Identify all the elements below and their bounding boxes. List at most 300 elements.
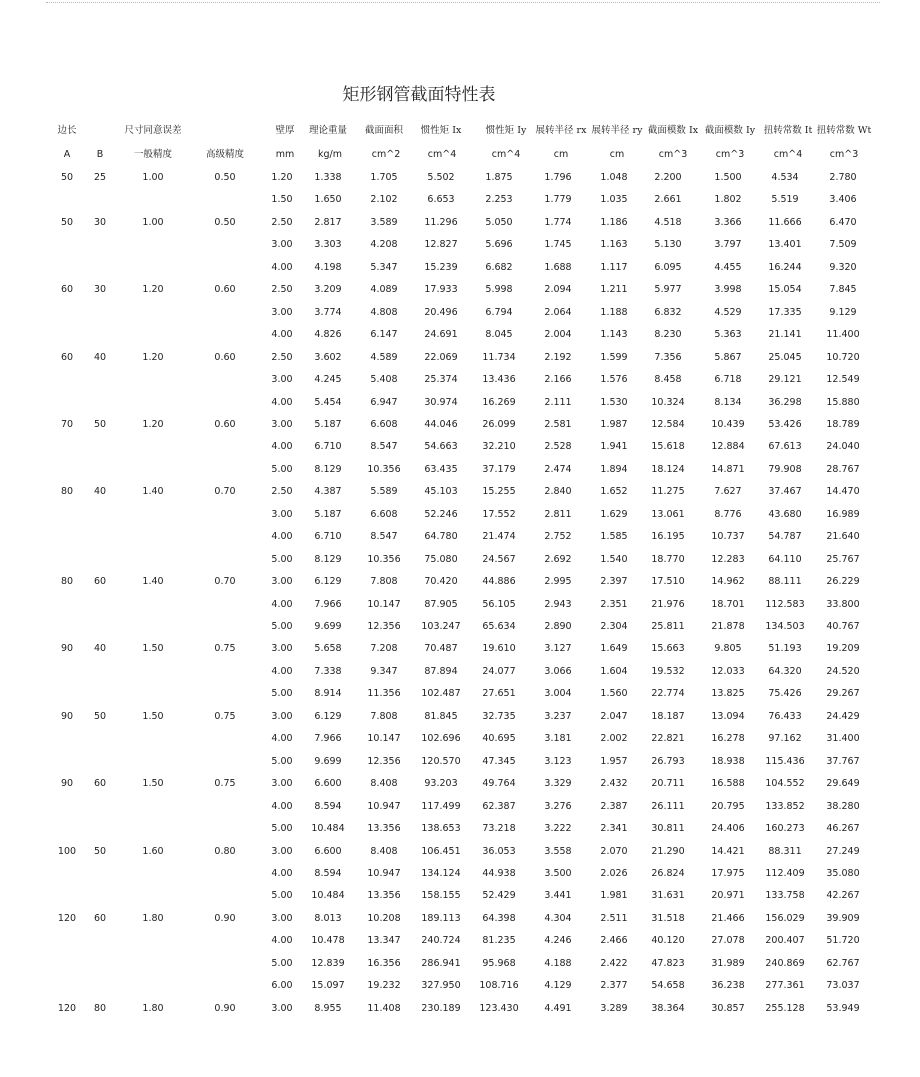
- cell-it: 29.121: [768, 374, 802, 385]
- cell-rx: 2.943: [544, 599, 572, 610]
- cell-normal-precision: 1.50: [142, 711, 164, 722]
- cell-thickness: 4.00: [271, 531, 293, 542]
- header-torsion-it: 扭转常数 It: [763, 125, 813, 136]
- cell-thickness: 4.00: [271, 262, 293, 273]
- top-dotted-rule: [46, 2, 880, 3]
- cell-thickness: 1.50: [271, 194, 293, 205]
- cell-iy: 32.735: [482, 711, 516, 722]
- cell-thickness: 3.00: [271, 778, 293, 789]
- cell-a: 90: [60, 778, 74, 789]
- cell-rx: 2.581: [544, 419, 572, 430]
- cell-thickness: 4.00: [271, 801, 293, 812]
- cell-zy: 5.867: [714, 352, 742, 363]
- cell-rx: 4.304: [544, 913, 572, 924]
- cell-zx: 15.618: [651, 441, 685, 452]
- cell-high-precision: 0.70: [214, 486, 236, 497]
- cell-zx: 18.124: [651, 464, 685, 475]
- cell-zx: 7.356: [654, 352, 682, 363]
- cell-zx: 8.458: [654, 374, 682, 385]
- cell-area: 19.232: [367, 980, 401, 991]
- cell-iy: 24.567: [482, 554, 516, 565]
- cell-area: 8.547: [370, 441, 398, 452]
- cell-wt: 29.267: [826, 688, 860, 699]
- cell-area: 10.208: [367, 913, 401, 924]
- cell-iy: 62.387: [482, 801, 516, 812]
- cell-zx: 21.290: [651, 846, 685, 857]
- header-modulus-iy: 截面模数 Iy: [704, 125, 756, 136]
- cell-rx: 1.774: [544, 217, 572, 228]
- cell-wt: 29.649: [826, 778, 860, 789]
- cell-ry: 1.629: [600, 509, 628, 520]
- cell-normal-precision: 1.00: [142, 172, 164, 183]
- cell-zx: 5.977: [654, 284, 682, 295]
- cell-ix: 64.780: [424, 531, 458, 542]
- cell-area: 10.147: [367, 599, 401, 610]
- cell-a: 80: [60, 486, 74, 497]
- cell-wt: 18.789: [826, 419, 860, 430]
- cell-it: 88.311: [768, 846, 802, 857]
- cell-wt: 51.720: [826, 935, 860, 946]
- cell-a: 120: [57, 913, 77, 924]
- cell-a: 50: [60, 172, 74, 183]
- cell-high-precision: 0.60: [214, 419, 236, 430]
- cell-weight: 6.600: [314, 846, 342, 857]
- unit-cm3-iy: cm^3: [715, 149, 745, 160]
- cell-ry: 2.047: [600, 711, 628, 722]
- cell-weight: 9.699: [314, 756, 342, 767]
- cell-zy: 1.802: [714, 194, 742, 205]
- unit-mm: mm: [275, 149, 295, 160]
- cell-ix: 52.246: [424, 509, 458, 520]
- cell-high-precision: 0.50: [214, 172, 236, 183]
- cell-ix: 106.451: [421, 846, 461, 857]
- cell-weight: 3.209: [314, 284, 342, 295]
- unit-cm4-ix: cm^4: [427, 149, 457, 160]
- cell-iy: 64.398: [482, 913, 516, 924]
- cell-ix: 117.499: [421, 801, 461, 812]
- cell-rx: 3.004: [544, 688, 572, 699]
- cell-thickness: 3.00: [271, 711, 293, 722]
- cell-thickness: 3.00: [271, 307, 293, 318]
- cell-it: 36.298: [768, 397, 802, 408]
- cell-ix: 30.974: [424, 397, 458, 408]
- cell-rx: 2.995: [544, 576, 572, 587]
- cell-ry: 2.304: [600, 621, 628, 632]
- cell-ry: 1.941: [600, 441, 628, 452]
- cell-zy: 13.094: [711, 711, 745, 722]
- cell-normal-precision: 1.40: [142, 576, 164, 587]
- cell-zy: 10.439: [711, 419, 745, 430]
- cell-ry: 1.576: [600, 374, 628, 385]
- cell-ry: 1.652: [600, 486, 628, 497]
- cell-zx: 2.661: [654, 194, 682, 205]
- cell-wt: 53.949: [826, 1003, 860, 1014]
- cell-ry: 1.211: [600, 284, 628, 295]
- cell-ry: 1.530: [600, 397, 628, 408]
- cell-thickness: 3.00: [271, 374, 293, 385]
- cell-ix: 5.502: [427, 172, 455, 183]
- cell-b: 30: [93, 284, 107, 295]
- cell-area: 6.947: [370, 397, 398, 408]
- cell-normal-precision: 1.20: [142, 352, 164, 363]
- cell-rx: 3.237: [544, 711, 572, 722]
- cell-high-precision: 0.70: [214, 576, 236, 587]
- cell-weight: 8.013: [314, 913, 342, 924]
- cell-it: 160.273: [765, 823, 805, 834]
- header-theoretical-weight: 理论重量: [308, 125, 348, 136]
- cell-high-precision: 0.60: [214, 284, 236, 295]
- cell-area: 8.547: [370, 531, 398, 542]
- cell-iy: 81.235: [482, 935, 516, 946]
- cell-weight: 8.129: [314, 464, 342, 475]
- cell-rx: 1.779: [544, 194, 572, 205]
- cell-area: 6.608: [370, 419, 398, 430]
- cell-weight: 4.198: [314, 262, 342, 273]
- cell-normal-precision: 1.60: [142, 846, 164, 857]
- cell-it: 37.467: [768, 486, 802, 497]
- cell-area: 8.408: [370, 778, 398, 789]
- cell-rx: 3.276: [544, 801, 572, 812]
- cell-iy: 2.253: [485, 194, 513, 205]
- cell-thickness: 4.00: [271, 935, 293, 946]
- cell-weight: 12.839: [311, 958, 345, 969]
- cell-it: 16.244: [768, 262, 802, 273]
- cell-area: 7.808: [370, 711, 398, 722]
- cell-it: 79.908: [768, 464, 802, 475]
- cell-zy: 8.776: [714, 509, 742, 520]
- cell-zy: 3.366: [714, 217, 742, 228]
- cell-ry: 2.341: [600, 823, 628, 834]
- cell-rx: 4.188: [544, 958, 572, 969]
- cell-it: 156.029: [765, 913, 805, 924]
- cell-normal-precision: 1.00: [142, 217, 164, 228]
- cell-zy: 1.500: [714, 172, 742, 183]
- cell-ry: 1.186: [600, 217, 628, 228]
- cell-thickness: 5.00: [271, 688, 293, 699]
- unit-cm4-iy: cm^4: [491, 149, 521, 160]
- cell-zy: 13.825: [711, 688, 745, 699]
- cell-thickness: 4.00: [271, 397, 293, 408]
- cell-thickness: 5.00: [271, 823, 293, 834]
- cell-weight: 5.187: [314, 509, 342, 520]
- cell-it: 134.503: [765, 621, 805, 632]
- cell-rx: 3.181: [544, 733, 572, 744]
- unit-cm3-ix: cm^3: [658, 149, 688, 160]
- cell-ry: 2.422: [600, 958, 628, 969]
- header-section-area: 截面面积: [364, 125, 404, 136]
- cell-zx: 10.324: [651, 397, 685, 408]
- cell-high-precision: 0.50: [214, 217, 236, 228]
- cell-it: 255.128: [765, 1003, 805, 1014]
- cell-iy: 32.210: [482, 441, 516, 452]
- cell-weight: 8.594: [314, 868, 342, 879]
- header-inertia-iy: 惯性矩 Iy: [485, 125, 527, 136]
- cell-zy: 14.871: [711, 464, 745, 475]
- cell-thickness: 3.00: [271, 643, 293, 654]
- cell-zx: 17.510: [651, 576, 685, 587]
- cell-zx: 26.793: [651, 756, 685, 767]
- cell-b: 60: [93, 913, 107, 924]
- cell-wt: 39.909: [826, 913, 860, 924]
- cell-zy: 27.078: [711, 935, 745, 946]
- cell-iy: 1.875: [485, 172, 513, 183]
- cell-area: 10.947: [367, 801, 401, 812]
- cell-wt: 24.520: [826, 666, 860, 677]
- cell-area: 10.147: [367, 733, 401, 744]
- cell-wt: 11.400: [826, 329, 860, 340]
- cell-ix: 120.570: [421, 756, 461, 767]
- cell-ry: 1.599: [600, 352, 628, 363]
- cell-zy: 10.737: [711, 531, 745, 542]
- cell-rx: 3.066: [544, 666, 572, 677]
- cell-weight: 8.914: [314, 688, 342, 699]
- cell-rx: 2.474: [544, 464, 572, 475]
- cell-area: 12.356: [367, 756, 401, 767]
- cell-weight: 3.602: [314, 352, 342, 363]
- cell-zx: 25.811: [651, 621, 685, 632]
- cell-rx: 2.811: [544, 509, 572, 520]
- cell-wt: 28.767: [826, 464, 860, 475]
- cell-high-precision: 0.90: [214, 1003, 236, 1014]
- unit-cm-rx: cm: [553, 149, 569, 160]
- cell-normal-precision: 1.50: [142, 778, 164, 789]
- cell-iy: 108.716: [479, 980, 519, 991]
- cell-wt: 7.509: [829, 239, 857, 250]
- cell-wt: 73.037: [826, 980, 860, 991]
- cell-zx: 40.120: [651, 935, 685, 946]
- cell-area: 4.808: [370, 307, 398, 318]
- cell-ix: 6.653: [427, 194, 455, 205]
- cell-zx: 18.187: [651, 711, 685, 722]
- cell-ry: 2.002: [600, 733, 628, 744]
- cell-zx: 8.230: [654, 329, 682, 340]
- cell-thickness: 4.00: [271, 733, 293, 744]
- cell-thickness: 4.00: [271, 441, 293, 452]
- cell-wt: 31.400: [826, 733, 860, 744]
- header-inertia-ix: 惯性矩 Ix: [420, 125, 462, 136]
- cell-zx: 15.663: [651, 643, 685, 654]
- unit-a: A: [63, 149, 71, 160]
- cell-zy: 3.797: [714, 239, 742, 250]
- cell-iy: 19.610: [482, 643, 516, 654]
- cell-iy: 65.634: [482, 621, 516, 632]
- cell-it: 112.409: [765, 868, 805, 879]
- cell-ix: 81.845: [424, 711, 458, 722]
- cell-weight: 10.484: [311, 823, 345, 834]
- cell-it: 54.787: [768, 531, 802, 542]
- cell-zy: 9.805: [714, 643, 742, 654]
- cell-weight: 1.338: [314, 172, 342, 183]
- cell-b: 40: [93, 486, 107, 497]
- cell-zy: 21.466: [711, 913, 745, 924]
- cell-rx: 2.166: [544, 374, 572, 385]
- cell-it: 240.869: [765, 958, 805, 969]
- cell-it: 277.361: [765, 980, 805, 991]
- cell-thickness: 3.00: [271, 576, 293, 587]
- cell-b: 50: [93, 846, 107, 857]
- cell-rx: 2.692: [544, 554, 572, 565]
- cell-a: 90: [60, 643, 74, 654]
- cell-weight: 4.387: [314, 486, 342, 497]
- cell-zx: 11.275: [651, 486, 685, 497]
- cell-thickness: 5.00: [271, 890, 293, 901]
- cell-weight: 9.699: [314, 621, 342, 632]
- cell-zy: 12.283: [711, 554, 745, 565]
- cell-iy: 5.696: [485, 239, 513, 250]
- cell-it: 13.401: [768, 239, 802, 250]
- cell-ix: 102.487: [421, 688, 461, 699]
- cell-wt: 15.880: [826, 397, 860, 408]
- cell-rx: 1.796: [544, 172, 572, 183]
- cell-ry: 2.466: [600, 935, 628, 946]
- cell-area: 10.356: [367, 554, 401, 565]
- cell-zy: 6.718: [714, 374, 742, 385]
- unit-cm3-wt: cm^3: [829, 149, 859, 160]
- cell-ry: 1.585: [600, 531, 628, 542]
- cell-it: 97.162: [768, 733, 802, 744]
- cell-rx: 2.064: [544, 307, 572, 318]
- cell-iy: 16.269: [482, 397, 516, 408]
- cell-zx: 22.821: [651, 733, 685, 744]
- cell-wt: 7.845: [829, 284, 857, 295]
- cell-wt: 21.640: [826, 531, 860, 542]
- cell-ix: 12.827: [424, 239, 458, 250]
- cell-rx: 2.192: [544, 352, 572, 363]
- cell-b: 40: [93, 643, 107, 654]
- cell-it: 64.110: [768, 554, 802, 565]
- cell-thickness: 2.50: [271, 217, 293, 228]
- cell-wt: 3.406: [829, 194, 857, 205]
- cell-weight: 8.594: [314, 801, 342, 812]
- cell-b: 60: [93, 576, 107, 587]
- cell-zy: 18.938: [711, 756, 745, 767]
- cell-weight: 15.097: [311, 980, 345, 991]
- cell-rx: 4.129: [544, 980, 572, 991]
- cell-area: 3.589: [370, 217, 398, 228]
- cell-zx: 13.061: [651, 509, 685, 520]
- cell-weight: 3.303: [314, 239, 342, 250]
- cell-it: 115.436: [765, 756, 805, 767]
- cell-rx: 2.094: [544, 284, 572, 295]
- unit-cm4-it: cm^4: [773, 149, 803, 160]
- cell-high-precision: 0.75: [214, 711, 236, 722]
- cell-zy: 16.278: [711, 733, 745, 744]
- cell-weight: 7.966: [314, 733, 342, 744]
- cell-thickness: 5.00: [271, 958, 293, 969]
- cell-area: 12.356: [367, 621, 401, 632]
- cell-zy: 4.529: [714, 307, 742, 318]
- cell-thickness: 3.00: [271, 846, 293, 857]
- cell-b: 50: [93, 419, 107, 430]
- cell-zy: 20.971: [711, 890, 745, 901]
- cell-weight: 8.129: [314, 554, 342, 565]
- cell-weight: 4.826: [314, 329, 342, 340]
- cell-rx: 1.688: [544, 262, 572, 273]
- cell-wt: 10.720: [826, 352, 860, 363]
- cell-normal-precision: 1.50: [142, 643, 164, 654]
- cell-zx: 12.584: [651, 419, 685, 430]
- cell-ix: 134.124: [421, 868, 461, 879]
- cell-high-precision: 0.90: [214, 913, 236, 924]
- cell-wt: 12.549: [826, 374, 860, 385]
- cell-ry: 1.163: [600, 239, 628, 250]
- cell-ry: 2.432: [600, 778, 628, 789]
- cell-ry: 3.289: [600, 1003, 628, 1014]
- cell-area: 11.356: [367, 688, 401, 699]
- cell-weight: 5.187: [314, 419, 342, 430]
- cell-iy: 44.886: [482, 576, 516, 587]
- header-modulus-ix: 截面模数 Ix: [647, 125, 699, 136]
- cell-zx: 6.095: [654, 262, 682, 273]
- cell-iy: 5.050: [485, 217, 513, 228]
- cell-ry: 1.987: [600, 419, 628, 430]
- cell-it: 51.193: [768, 643, 802, 654]
- cell-rx: 3.222: [544, 823, 572, 834]
- cell-ix: 158.155: [421, 890, 461, 901]
- cell-wt: 16.989: [826, 509, 860, 520]
- cell-wt: 38.280: [826, 801, 860, 812]
- cell-a: 120: [57, 1003, 77, 1014]
- cell-rx: 3.329: [544, 778, 572, 789]
- cell-wt: 33.800: [826, 599, 860, 610]
- cell-zx: 31.631: [651, 890, 685, 901]
- cell-high-precision: 0.60: [214, 352, 236, 363]
- cell-ry: 2.377: [600, 980, 628, 991]
- cell-ry: 1.117: [600, 262, 628, 273]
- cell-area: 4.089: [370, 284, 398, 295]
- cell-it: 53.426: [768, 419, 802, 430]
- cell-iy: 56.105: [482, 599, 516, 610]
- cell-ry: 2.351: [600, 599, 628, 610]
- cell-normal-precision: 1.20: [142, 419, 164, 430]
- cell-thickness: 1.20: [271, 172, 293, 183]
- cell-ry: 1.957: [600, 756, 628, 767]
- cell-thickness: 2.50: [271, 352, 293, 363]
- cell-ix: 230.189: [421, 1003, 461, 1014]
- cell-iy: 17.552: [482, 509, 516, 520]
- cell-wt: 19.209: [826, 643, 860, 654]
- cell-zy: 4.455: [714, 262, 742, 273]
- cell-it: 104.552: [765, 778, 805, 789]
- cell-ry: 1.981: [600, 890, 628, 901]
- cell-b: 25: [93, 172, 107, 183]
- cell-thickness: 4.00: [271, 868, 293, 879]
- cell-zy: 12.884: [711, 441, 745, 452]
- cell-thickness: 3.00: [271, 1003, 293, 1014]
- cell-wt: 35.080: [826, 868, 860, 879]
- cell-rx: 3.127: [544, 643, 572, 654]
- cell-wt: 40.767: [826, 621, 860, 632]
- cell-zy: 12.033: [711, 666, 745, 677]
- cell-zy: 20.795: [711, 801, 745, 812]
- cell-normal-precision: 1.20: [142, 284, 164, 295]
- cell-thickness: 5.00: [271, 621, 293, 632]
- cell-it: 75.426: [768, 688, 802, 699]
- cell-weight: 6.710: [314, 531, 342, 542]
- unit-high-precision: 高级精度: [205, 149, 245, 160]
- cell-zx: 18.770: [651, 554, 685, 565]
- cell-zx: 30.811: [651, 823, 685, 834]
- unit-kg-m: kg/m: [318, 149, 342, 160]
- cell-it: 25.045: [768, 352, 802, 363]
- cell-thickness: 4.00: [271, 329, 293, 340]
- cell-ry: 1.143: [600, 329, 628, 340]
- cell-ix: 70.487: [424, 643, 458, 654]
- cell-area: 4.208: [370, 239, 398, 250]
- cell-area: 10.356: [367, 464, 401, 475]
- cell-ry: 1.604: [600, 666, 628, 677]
- cell-wt: 9.320: [829, 262, 857, 273]
